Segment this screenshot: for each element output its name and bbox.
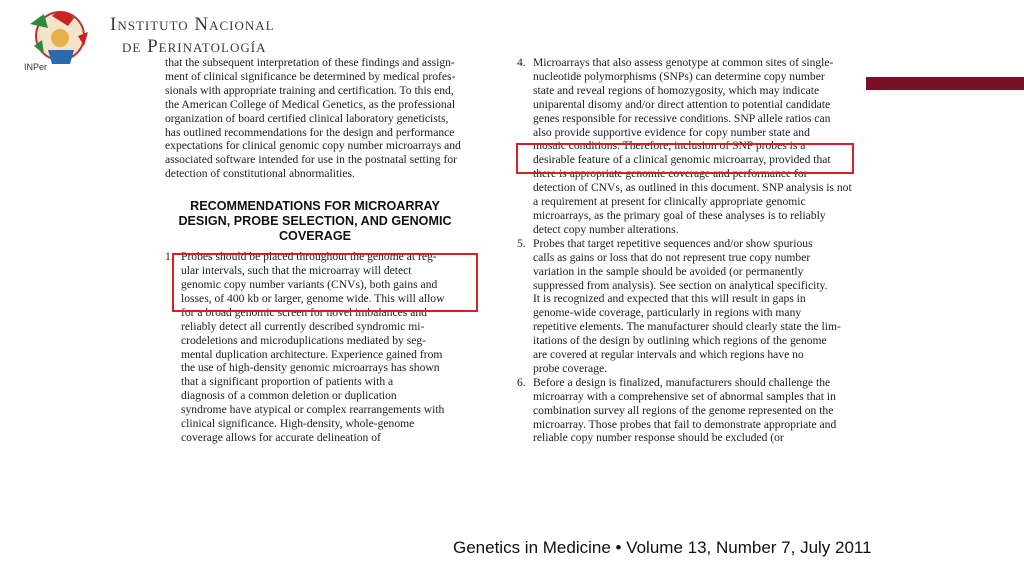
recommendation-item-6 — [517, 376, 851, 446]
text-line: expectations for clinical genomic copy number microarrays and — [165, 139, 461, 153]
heading-line: DESIGN, PROBE SELECTION, AND GENOMIC — [178, 214, 452, 229]
text-line: microarray. Those probes that fail to demonstrate appropriate and — [533, 417, 837, 431]
text-line: that the subsequent interpretation of these findings and assign- — [165, 56, 455, 69]
text-line: desirable feature of a clinical genomic microarray, provided that — [533, 153, 831, 167]
item-number: 1. — [165, 250, 174, 264]
accent-bar — [866, 77, 1024, 90]
text-line: uniparental disomy and/or direct attention to potential candidate — [533, 97, 831, 111]
text-line: mosaic conditions. Therefore, inclusion of SNP probes is a — [533, 139, 806, 153]
text-line: variation in the sample should be avoided (or permanently — [533, 264, 804, 278]
text-line: ular intervals, such that the microarray will detect — [181, 264, 412, 278]
citation-footer: Genetics in Medicine • Volume 13, Number 7, July 2011 — [453, 538, 872, 557]
heading-line: COVERAGE — [278, 229, 352, 244]
text-line: microarrays, as the primary goal of these analyses is to reliably — [533, 208, 826, 222]
text-line: ment of clinical significance be determined by medical profes- — [165, 69, 456, 83]
text-line: coverage allows for accurate delineation of — [181, 430, 381, 444]
text-line: the use of high-density genomic microarrays has shown — [181, 361, 440, 375]
heading-line: RECOMMENDATIONS FOR MICROARRAY — [190, 199, 440, 214]
text-line: also provide supportive evidence for copy number state and — [533, 125, 810, 139]
text-line: calls as gains or loss that do not represent true copy number — [533, 250, 811, 264]
text-line: diagnosis of a common deletion or duplication — [181, 389, 397, 403]
item-body — [533, 237, 851, 376]
item-number: 5. — [517, 236, 526, 250]
text-line: a requirement at present for clinically appropriate genomic — [533, 195, 806, 209]
text-line: sionals with appropriate training and certification. To this end, — [165, 83, 454, 97]
text-line: syndrome have atypical or complex rearrangements with — [181, 403, 445, 417]
text-line: detect copy number alterations. — [533, 222, 679, 236]
highlight-box-snp — [516, 143, 854, 174]
right-column — [517, 56, 851, 445]
text-line: genomic copy number variants (CNVs), both gains and — [181, 277, 438, 291]
text-line: Microarrays that also assess genotype at common sites of single- — [533, 56, 834, 69]
text-line: has outlined recommendations for the design and performance — [165, 125, 455, 139]
text-line: It is recognized and expected that this will result in gaps in — [533, 292, 806, 306]
item-number: 6. — [517, 375, 526, 389]
text-line: microarray with a comprehensive set of abnormal samples that in — [533, 389, 836, 403]
text-line: repetitive elements. The manufacturer should clearly state the lim- — [533, 320, 841, 334]
text-line: detection of CNVs, as outlined in this document. SNP analysis is not — [533, 181, 852, 195]
text-line: the American College of Medical Genetics, as the professional — [165, 97, 456, 111]
text-line: probe coverage. — [533, 361, 608, 375]
text-line: genes responsible for recessive conditions. SNP allele ratios can — [533, 111, 831, 125]
text-line: reliably detect all currently described syndromic mi- — [181, 319, 425, 333]
text-line: itations of the design by outlining which regions of the genome — [533, 334, 827, 348]
text-line: reliable copy number response should be excluded (or — [533, 431, 784, 445]
text-line: suppressed from analysis). See section on analytical specificity. — [533, 278, 828, 292]
text-line: clinical significance. High-density, whole-genome — [181, 417, 415, 431]
intro-paragraph — [165, 56, 473, 181]
text-line: crodeletions and microduplications mediated by seg- — [181, 333, 427, 347]
text-line: there is appropriate genomic coverage and performance for — [533, 167, 808, 181]
text-line: combination survey all regions of the genome represented on the — [533, 403, 834, 417]
institution-name — [110, 14, 275, 58]
text-line: state and reveal regions of homozygosity, which may indicate — [533, 83, 820, 97]
text-line: genome-wide coverage, particularly in regions with many — [533, 306, 802, 320]
left-column — [165, 56, 473, 445]
text-line: Before a design is finalized, manufacturers should challenge the — [533, 375, 831, 389]
text-line: for a broad genomic screen for novel imbalances and — [181, 305, 427, 319]
text-line: are covered at regular intervals and which regions have no — [533, 348, 804, 362]
text-line: detection of constitutional abnormalities. — [165, 167, 355, 181]
text-line: losses, of 400 kb or larger, genome wide. This will allow — [181, 291, 445, 305]
institution-name-line: Instituto Nacional — [110, 14, 275, 35]
text-line: mental duplication architecture. Experience gained from — [181, 347, 443, 361]
text-line: nucleotide polymorphisms (SNPs) can determine copy number — [533, 69, 825, 83]
highlight-box-coverage — [172, 253, 478, 312]
institution-name-line: de Perinatología — [122, 36, 267, 57]
text-line: that a significant proportion of patients with a — [181, 375, 394, 389]
text-line: organization of board certified clinical laboratory geneticists, — [165, 111, 449, 125]
section-heading — [165, 199, 465, 244]
item-body — [533, 376, 851, 446]
text-line: associated software intended for use in the postnatal setting for — [165, 153, 458, 167]
logo-caption: INPer — [24, 62, 48, 72]
text-line: Probes that target repetitive sequences and/or show spurious — [533, 236, 813, 250]
item-number: 4. — [517, 56, 526, 69]
recommendation-item-5 — [517, 237, 851, 376]
text-line: Probes should be placed throughout the genome at reg- — [181, 250, 437, 264]
